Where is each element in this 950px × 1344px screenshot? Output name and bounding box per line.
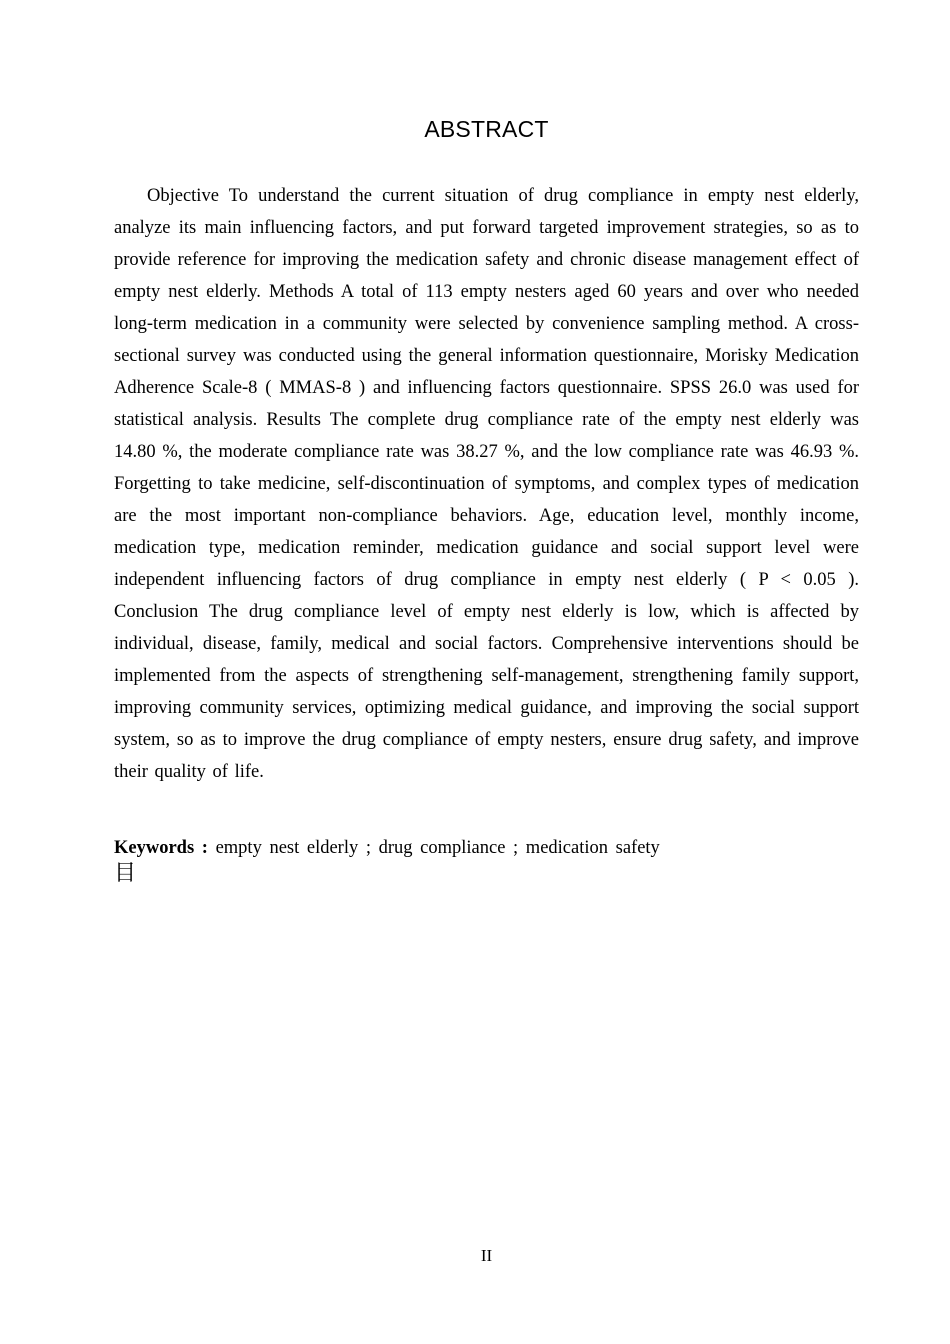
toc-heading-fragment: 目 [114, 861, 137, 886]
keywords-label: Keywords : [114, 838, 208, 858]
keywords-value: empty nest elderly ; drug compliance ; medication safety [215, 838, 660, 858]
page-number: II [480, 1246, 493, 1265]
keywords-line [114, 834, 859, 862]
abstract-heading: ABSTRACT [424, 116, 549, 142]
abstract-paragraph: Objective To understand the current situation of drug compliance in empty nest elderly, analyze its main influencing factors, and put forward targeted improvement strategies, so as to provide reference for improving the medication safety and chronic disease management effect of empty nest elderly. Methods A total of 113 empty nesters aged 60 years and over who needed long-term medication in a community were selected by convenience sampling method. A cross-sectional survey was conducted using the general information questionnaire, Morisky Medication Adherence Scale-8 ( MMAS-8 ) and influencing factors questionnaire. SPSS 26.0 was used for statistical analysis. Results The complete drug compliance rate of the empty nest elderly was 14.80 %, the moderate compliance rate was 38.27 %, and the low compliance rate was 46.93 %. Forgetting to take medicine, self-discontinuation of symptoms, and complex types of medication are the most important non-compliance behaviors. Age, education level, monthly income, medication type, medication reminder, medication guidance and social support level were independent influencing factors of drug compliance in empty nest elderly ( P < 0.05 ). Conclusion The drug compliance level of empty nest elderly is low, which is affected by individual, disease, family, medical and social factors. Comprehensive interventions should be implemented from the aspects of strengthening self-management, strengthening family support, improving community services, optimizing medical guidance, and improving the social support system, so as to improve the drug compliance of empty nesters, ensure drug safety, and improve their quality of life. [114, 186, 859, 782]
